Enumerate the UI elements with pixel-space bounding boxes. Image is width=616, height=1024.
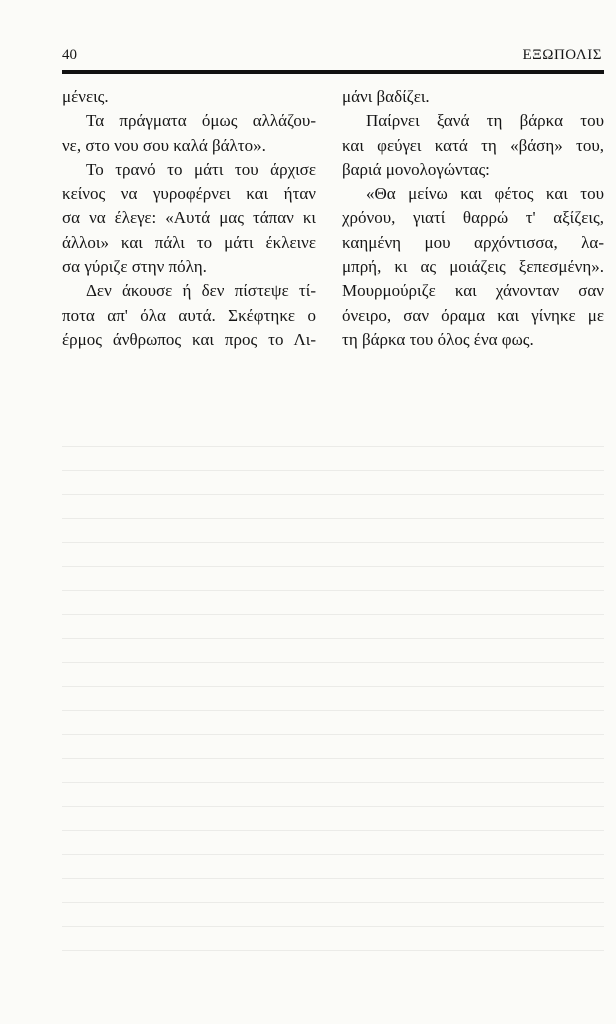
page-number: 40: [62, 47, 77, 63]
text-line: Μουρμούριζε και χάνονταν σαν: [342, 281, 604, 301]
left-column: [62, 85, 316, 352]
text-line: Δεν άκουσε ή δεν πίστεψε τί-: [86, 281, 316, 301]
text-line: μπρή, κι ας μοιάζεις ξεπεσμένη».: [342, 257, 604, 277]
text-line: τη βάρκα του όλος ένα φως.: [342, 329, 534, 349]
text-line: σα γύριζε στην πόλη.: [62, 257, 207, 277]
text-line: σα να έλεγε: «Αυτά μας τάπαν κι: [62, 208, 316, 228]
right-column: [342, 85, 604, 352]
text-line: Παίρνει ξανά τη βάρκα του: [366, 111, 604, 131]
running-head: ΕΞΩΠΟΛΙΣ: [522, 47, 602, 63]
text-line: Τα πράγματα όμως αλλάζου-: [86, 111, 316, 131]
text-line: άλλοι» και πάλι το μάτι έκλεινε: [62, 232, 316, 252]
text-line: χρόνου, γιατί θαρρώ τ' αξίζεις,: [342, 208, 604, 228]
text-line: μάνι βαδίζει.: [342, 87, 430, 106]
text-line: έρμος άνθρωπος και προς το Λι-: [62, 329, 316, 349]
text-line: Το τρανό το μάτι του άρχισε: [86, 159, 316, 179]
text-line: και φεύγει κατά τη «βάση» του,: [342, 135, 604, 155]
header-rule: [62, 70, 604, 74]
text-line: καημένη μου αρχόντισσα, λα-: [342, 232, 604, 252]
text-line: βαριά μονολογώντας:: [342, 159, 490, 179]
text-line: μένεις.: [62, 87, 109, 106]
text-line: «Θα μείνω και φέτος και του: [366, 184, 604, 204]
text-line: νε, στο νου σου καλά βάλτο».: [62, 135, 266, 155]
text-line: όνειρο, σαν όραμα και γίνηκε με: [342, 305, 604, 325]
show-through-texture: [62, 430, 604, 970]
text-line: κείνος να γυροφέρνει και ήταν: [62, 184, 316, 204]
text-line: ποτα απ' όλα αυτά. Σκέφτηκε ο: [62, 305, 316, 325]
